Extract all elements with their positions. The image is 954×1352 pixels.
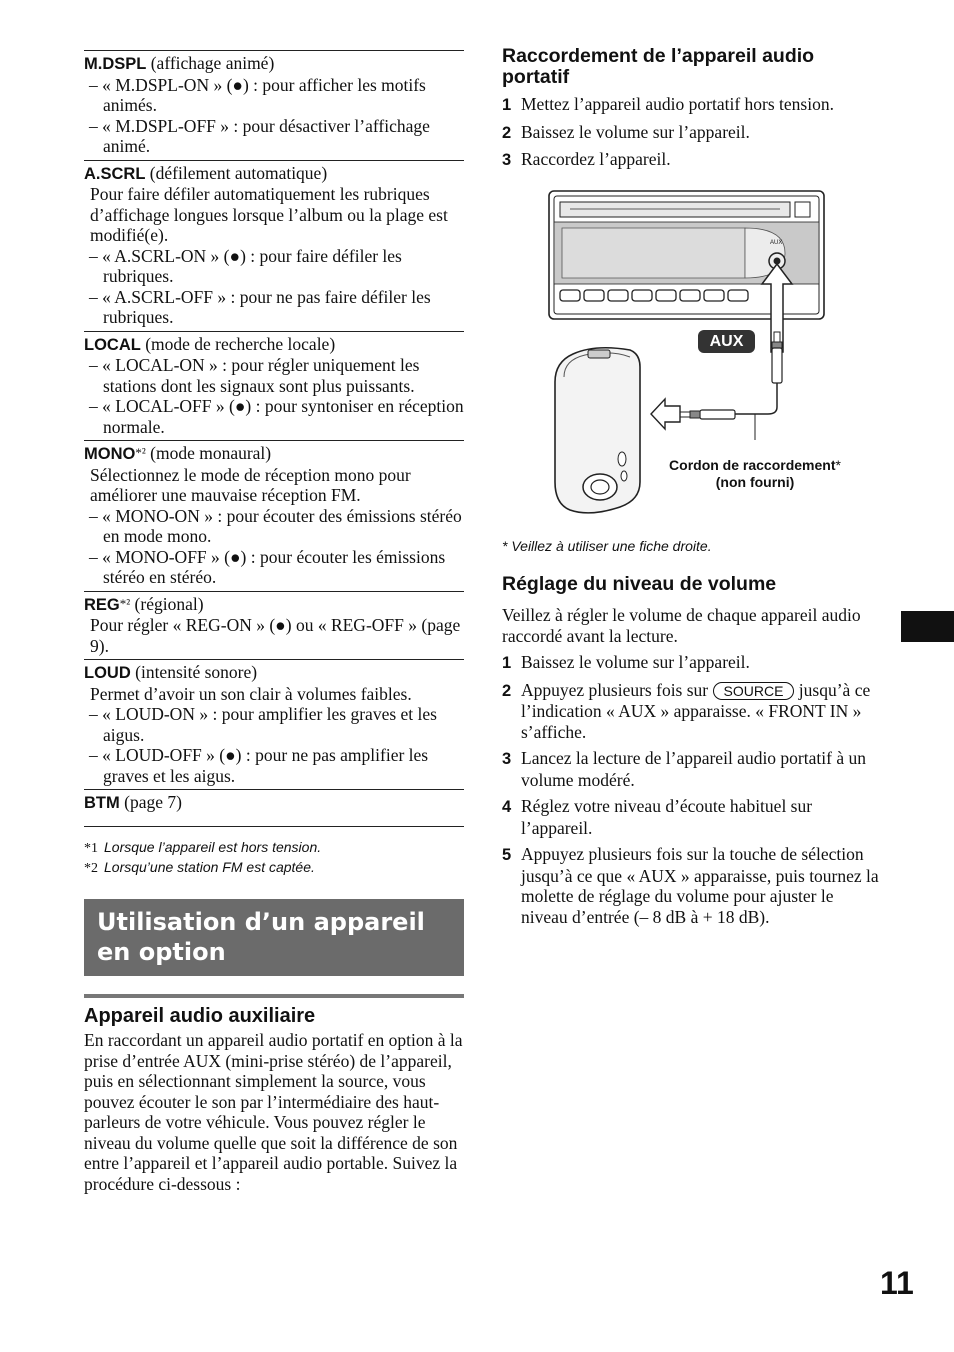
setting-term: LOCAL xyxy=(84,335,141,354)
setting-header xyxy=(84,594,464,616)
aux-text: En raccordant un appareil audio portatif en option à la prise d’entrée AUX (mini-prise stéréo) de l’appareil, puis en sélectionnant simplement la source, vous pouvez écouter le son par l’intermédiaire des haut-parleurs de votre véhicule. Vous pouvez régler le niveau du volume quelle que soit la différence de son entre l’appareil et l’appareil audio portable. Suivez la procédure ci-dessous : xyxy=(84,1030,463,1194)
setting-option: – « MONO-OFF » (●) : pour écouter les émissions stéréo en stéréo. xyxy=(89,546,446,587)
step-number: 1 xyxy=(502,96,512,114)
setting-header xyxy=(84,662,464,684)
setting-option: – « LOCAL-ON » : pour régler uniquement les stations dont les signaux sont plus puissants. xyxy=(89,355,420,396)
volume-section xyxy=(502,574,882,927)
setting-desc: (affichage animé) xyxy=(146,53,275,73)
settings-entries xyxy=(84,50,464,817)
step-text: Appuyez plusieurs fois sur la touche de sélection jusqu’à ce que « AUX » apparaisse, puis tournez la molette de réglage du volume pour ajuster le niveau d’entrée (– 8 dB à + 18 dB). xyxy=(521,844,879,927)
setting-option: – « LOCAL-OFF » (●) : pour syntoniser en réception normale. xyxy=(89,396,464,437)
footnote xyxy=(84,858,464,878)
setting-desc: (page 7) xyxy=(119,792,182,812)
setting-header xyxy=(84,334,464,356)
setting-desc: (intensité sonore) xyxy=(130,662,258,682)
setting-option: – « A.SCRL-ON » (●) : pour faire défiler les rubriques. xyxy=(89,245,402,286)
setting-term: MONO xyxy=(84,445,136,463)
volume-heading: Réglage du niveau de volume xyxy=(502,573,777,595)
volume-step xyxy=(502,796,882,838)
step-text-post: jusqu’à ce l’indication « AUX » apparaisse. « FRONT IN » s’affiche. xyxy=(521,679,871,742)
step-text: Raccordez l’appareil. xyxy=(521,149,671,169)
setting-term: M.DSPL xyxy=(84,55,147,73)
setting-term: LOUD xyxy=(84,664,131,682)
section-banner-title: Utilisation d’un appareil en option xyxy=(97,908,425,966)
connect-step xyxy=(502,122,882,144)
step-number: 4 xyxy=(502,798,512,816)
setting-desc: (régional) xyxy=(130,593,204,614)
step-number: 3 xyxy=(502,151,512,169)
cord-caption xyxy=(640,457,870,491)
setting-header xyxy=(84,443,464,465)
step-text-pre: Appuyez plusieurs fois sur xyxy=(521,679,713,700)
step-text: Lancez la lecture de l’appareil audio portatif à un volume modéré. xyxy=(521,748,866,790)
volume-intro: Veillez à régler le volume de chaque appareil audio raccordé avant la lecture. xyxy=(502,605,861,646)
source-button-label: SOURCE xyxy=(713,682,795,700)
step-text: Baissez le volume sur l’appareil. xyxy=(521,121,750,142)
volume-step xyxy=(502,844,882,927)
footnote-text: Lorsqu’une station FM est captée. xyxy=(104,858,315,875)
connect-steps xyxy=(502,94,882,171)
setting-entry xyxy=(84,440,464,591)
diagram-footnote: * Veillez à utiliser une fiche droite. xyxy=(502,538,712,554)
aux-label: AUX xyxy=(698,330,755,353)
setting-para: Sélectionnez le mode de réception mono pour améliorer une mauvaise réception FM. xyxy=(90,464,411,505)
setting-term: REG xyxy=(84,595,120,614)
setting-entry xyxy=(84,160,464,331)
settings-list xyxy=(84,50,464,878)
setting-desc: (mode monaural) xyxy=(145,443,272,463)
setting-option: – « M.DSPL-ON » (●) : pour afficher les motifs animés. xyxy=(89,74,426,115)
cord-caption-line2: (non fourni) xyxy=(715,474,795,490)
section-banner xyxy=(84,899,464,976)
cord-caption-line1: Cordon de raccordement xyxy=(669,457,836,473)
step-number: 5 xyxy=(502,846,512,864)
footnote-mark: *2 xyxy=(84,860,98,876)
setting-desc: (mode de recherche locale) xyxy=(140,333,336,354)
setting-para: Permet d’avoir un son clair à volumes faibles. xyxy=(90,683,412,704)
volume-step xyxy=(502,652,882,674)
volume-step xyxy=(502,748,882,790)
aux-section xyxy=(84,994,464,1194)
step-number: 2 xyxy=(502,681,512,700)
setting-option: – « MONO-ON » : pour écouter des émissions stéréo en mode mono. xyxy=(89,505,462,546)
volume-step xyxy=(502,680,882,743)
setting-header xyxy=(84,163,464,185)
setting-option: – « LOUD-OFF » (●) : pour ne pas amplifier les graves et les aigus. xyxy=(89,745,429,786)
setting-option: – « LOUD-ON » : pour amplifier les graves et les aigus. xyxy=(89,704,437,745)
setting-sup: *² xyxy=(135,445,146,460)
step-text: Réglez votre niveau d’écoute habituel sur l’appareil. xyxy=(521,796,813,838)
setting-option: – « A.SCRL-OFF » : pour ne pas faire défiler les rubriques. xyxy=(89,286,431,327)
step-number: 3 xyxy=(502,750,512,768)
setting-para: Pour faire défiler automatiquement les rubriques d’affichage longues lorsque l’album ou la plage est modifié(e). xyxy=(90,184,448,245)
connect-step xyxy=(502,94,882,116)
aux-jack-label: AUX xyxy=(770,240,783,246)
step-text: Mettez l’appareil audio portatif hors tension. xyxy=(521,94,834,114)
setting-header xyxy=(84,792,464,814)
cord-caption-asterisk: * xyxy=(835,457,841,473)
step-number: 2 xyxy=(502,123,512,142)
setting-entry xyxy=(84,659,464,789)
setting-sup: *² xyxy=(119,595,131,611)
footnote xyxy=(84,838,464,858)
step-number: 1 xyxy=(502,654,512,672)
section-tab-marker xyxy=(901,611,954,642)
setting-term: BTM xyxy=(84,794,120,812)
setting-para: Pour régler « REG-ON » (●) ou « REG-OFF » (page 9). xyxy=(90,615,461,656)
left-arrow-icon xyxy=(651,399,680,429)
connection-section xyxy=(502,46,882,171)
setting-term: A.SCRL xyxy=(84,164,146,183)
footnote-mark: *1 xyxy=(84,840,98,856)
step-text: Baissez le volume sur l’appareil. xyxy=(521,652,750,672)
setting-entry xyxy=(84,331,464,441)
page-number: 11 xyxy=(880,1265,914,1301)
aux-heading: Appareil audio auxiliaire xyxy=(84,1005,316,1027)
connect-heading: Raccordement de l’appareil audio portatif xyxy=(502,45,815,88)
setting-entry xyxy=(84,591,464,660)
footnote-text: Lorsque l’appareil est hors tension. xyxy=(104,838,322,855)
setting-entry xyxy=(84,50,464,160)
portable-audio-device xyxy=(555,348,640,513)
left-footnotes xyxy=(84,826,464,878)
volume-steps xyxy=(502,652,882,927)
connect-step xyxy=(502,149,882,171)
setting-desc: (défilement automatique) xyxy=(145,162,328,183)
setting-option: – « M.DSPL-OFF » : pour désactiver l’affichage animé. xyxy=(89,115,430,156)
setting-entry xyxy=(84,789,464,817)
setting-header xyxy=(84,53,464,75)
